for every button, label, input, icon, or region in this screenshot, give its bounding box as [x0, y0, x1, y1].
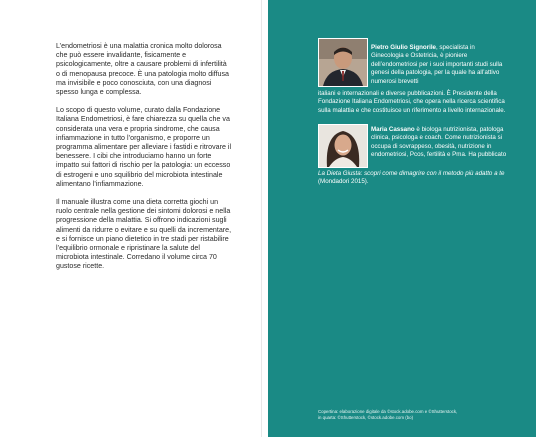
book-title: La Dieta Giusta: scopri come dimagrire con il metodo più adatto a te — [318, 170, 505, 177]
author-bio-cassano-continued — [318, 170, 508, 187]
author-bio-signorile-continued — [318, 90, 508, 115]
author-photo-signorile — [318, 38, 368, 87]
credit-line: Copertina: elaborazione digitale da ©stock.adobe.com e ©Shutterstock, — [318, 409, 458, 414]
image-credits — [318, 409, 518, 421]
author-bio-text: italiani e internazionali e diverse pubblicazioni. È Presidente della Fondazione Italiana Endometriosi, che opera nella ricerca scientifica sulla malattia e che costituisce un riferimento a livello internazionale. — [318, 90, 506, 114]
author-name: Maria Cassano — [371, 126, 415, 133]
blurb-paragraph: Il manuale illustra come una dieta corretta giochi un ruolo centrale nella gestione dei sintomi dolorosi e nella progressione della malattia. Si offrono indicazioni sugli alimenti da ridurre o evitare e su quelli da incrementare, e si fornisce un piano dietetico in tre stadi per ristabilire l’equilibrio ormonale e ripristinare la salute del microbiota intestinale. Corredano il volume circa 70 gustose ricette. — [56, 198, 232, 271]
author-photo-cassano — [318, 124, 368, 168]
author-bio-signorile — [371, 44, 508, 86]
author-name: Pietro Giulio Signorile — [371, 44, 436, 51]
blurb-text — [56, 42, 232, 281]
blurb-paragraph: L’endometriosi è una malattia cronica molto dolorosa che può essere invalidante, fisicamente e psicologicamente, oltre a causare problemi di infertilità o di menopausa precoce. È una patologia molto diffusa ma invisibile e poco conosciuta, con una diagnosi spesso lunga e complessa. — [56, 42, 229, 97]
blurb-paragraph: Lo scopo di questo volume, curato dalla Fondazione Italiana Endometriosi, è fare chiarezza su quella che va considerata una vera e propria sindrome, che causa infiammazione in tutto l’organismo, e proporre un programma alimentare per alleviare i fastidi e ritrovare il benessere. I cibi che introduciamo hanno un forte impatto sui fattori di rischio per la patologia: un eccesso di estrogeni e uno squilibrio del microbiota intestinale alimentano l’infiammazione. — [56, 106, 232, 188]
credit-line: in quarta: ©Shutterstock, ©stock.adobe.com (bo) — [318, 415, 414, 420]
author-bio-text: (Mondadori 2015). — [318, 178, 369, 186]
fold-line — [261, 0, 262, 437]
author-bio-cassano — [371, 126, 508, 160]
author-bio-text: è biologa nutrizionista, patologa clinica, psicologa e coach. Come nutrizionista si occupa di sovrappeso, obesità, nutrizione in endometriosi, Pcos, fertilità e Pma. Ha pubblicato — [371, 126, 507, 159]
author-bio-text: , specialista in Ginecologia e Ostetricia, è pioniere dell’endometriosi per i suoi importanti studi sulla genesi della patologia, per la quale ha all’attivo numerosi brevetti — [371, 44, 503, 85]
